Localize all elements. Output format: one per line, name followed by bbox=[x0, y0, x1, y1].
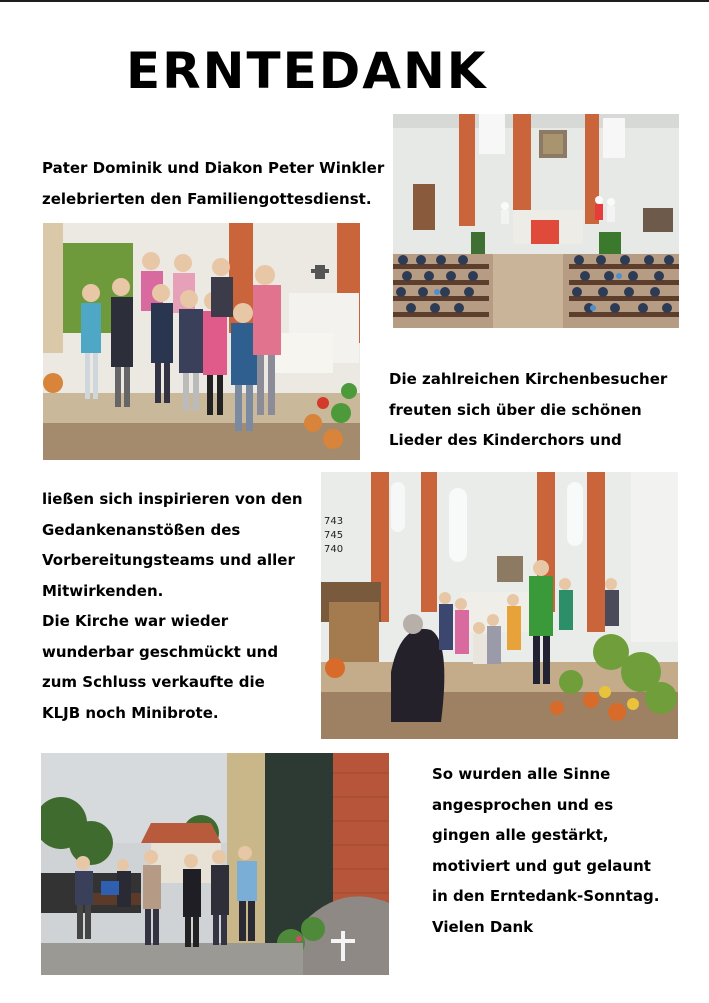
page-title: ERNTEDANK bbox=[126, 42, 488, 100]
inspiration-line: zum Schluss verkaufte die bbox=[42, 673, 265, 691]
inspiration-line: KLJB noch Minibrote. bbox=[42, 703, 219, 722]
hymn-number: 740 bbox=[324, 544, 344, 555]
visitors-line: Die zahlreichen Kirchenbesucher bbox=[389, 370, 668, 388]
hymn-number: 745 bbox=[324, 530, 344, 541]
visitors-line: Lieder des Kinderchors und bbox=[389, 431, 622, 449]
top-border-line bbox=[0, 0, 709, 2]
inspiration-line: Vorbereitungsteams und aller bbox=[42, 551, 295, 569]
photo-church-interior bbox=[393, 114, 679, 328]
intro-line: Pater Dominik und Diakon Peter Winkler bbox=[42, 159, 385, 177]
photo-childrens-choir bbox=[43, 223, 360, 460]
closing-line: angesprochen und es bbox=[432, 795, 614, 814]
closing-line: motiviert und gut gelaunt bbox=[432, 856, 651, 875]
closing-line: So wurden alle Sinne bbox=[432, 765, 611, 783]
inspiration-line: Mitwirkenden. bbox=[42, 581, 164, 600]
hymn-number: 743 bbox=[324, 516, 344, 527]
inspiration-text bbox=[42, 484, 303, 728]
closing-line: gingen alle gestärkt, bbox=[432, 826, 609, 844]
intro-line: zelebrierten den Familiengottesdienst. bbox=[42, 189, 372, 208]
inspiration-line: wunderbar geschmückt und bbox=[42, 642, 279, 661]
visitors-line: freuten sich über die schönen bbox=[389, 400, 642, 419]
inspiration-line: Die Kirche war wieder bbox=[42, 612, 229, 630]
closing-text bbox=[432, 759, 659, 942]
inspiration-line: ließen sich inspirieren von den bbox=[42, 490, 303, 508]
photo-harvest-altar bbox=[321, 472, 678, 739]
inspiration-line: Gedankenanstößen des bbox=[42, 520, 241, 539]
closing-line: in den Erntedank-Sonntag. bbox=[432, 887, 660, 905]
visitors-text bbox=[389, 364, 667, 456]
intro-text bbox=[42, 153, 384, 214]
photo-bread-sale-outdoors bbox=[41, 753, 389, 975]
closing-thanks: Vielen Dank bbox=[432, 917, 534, 936]
